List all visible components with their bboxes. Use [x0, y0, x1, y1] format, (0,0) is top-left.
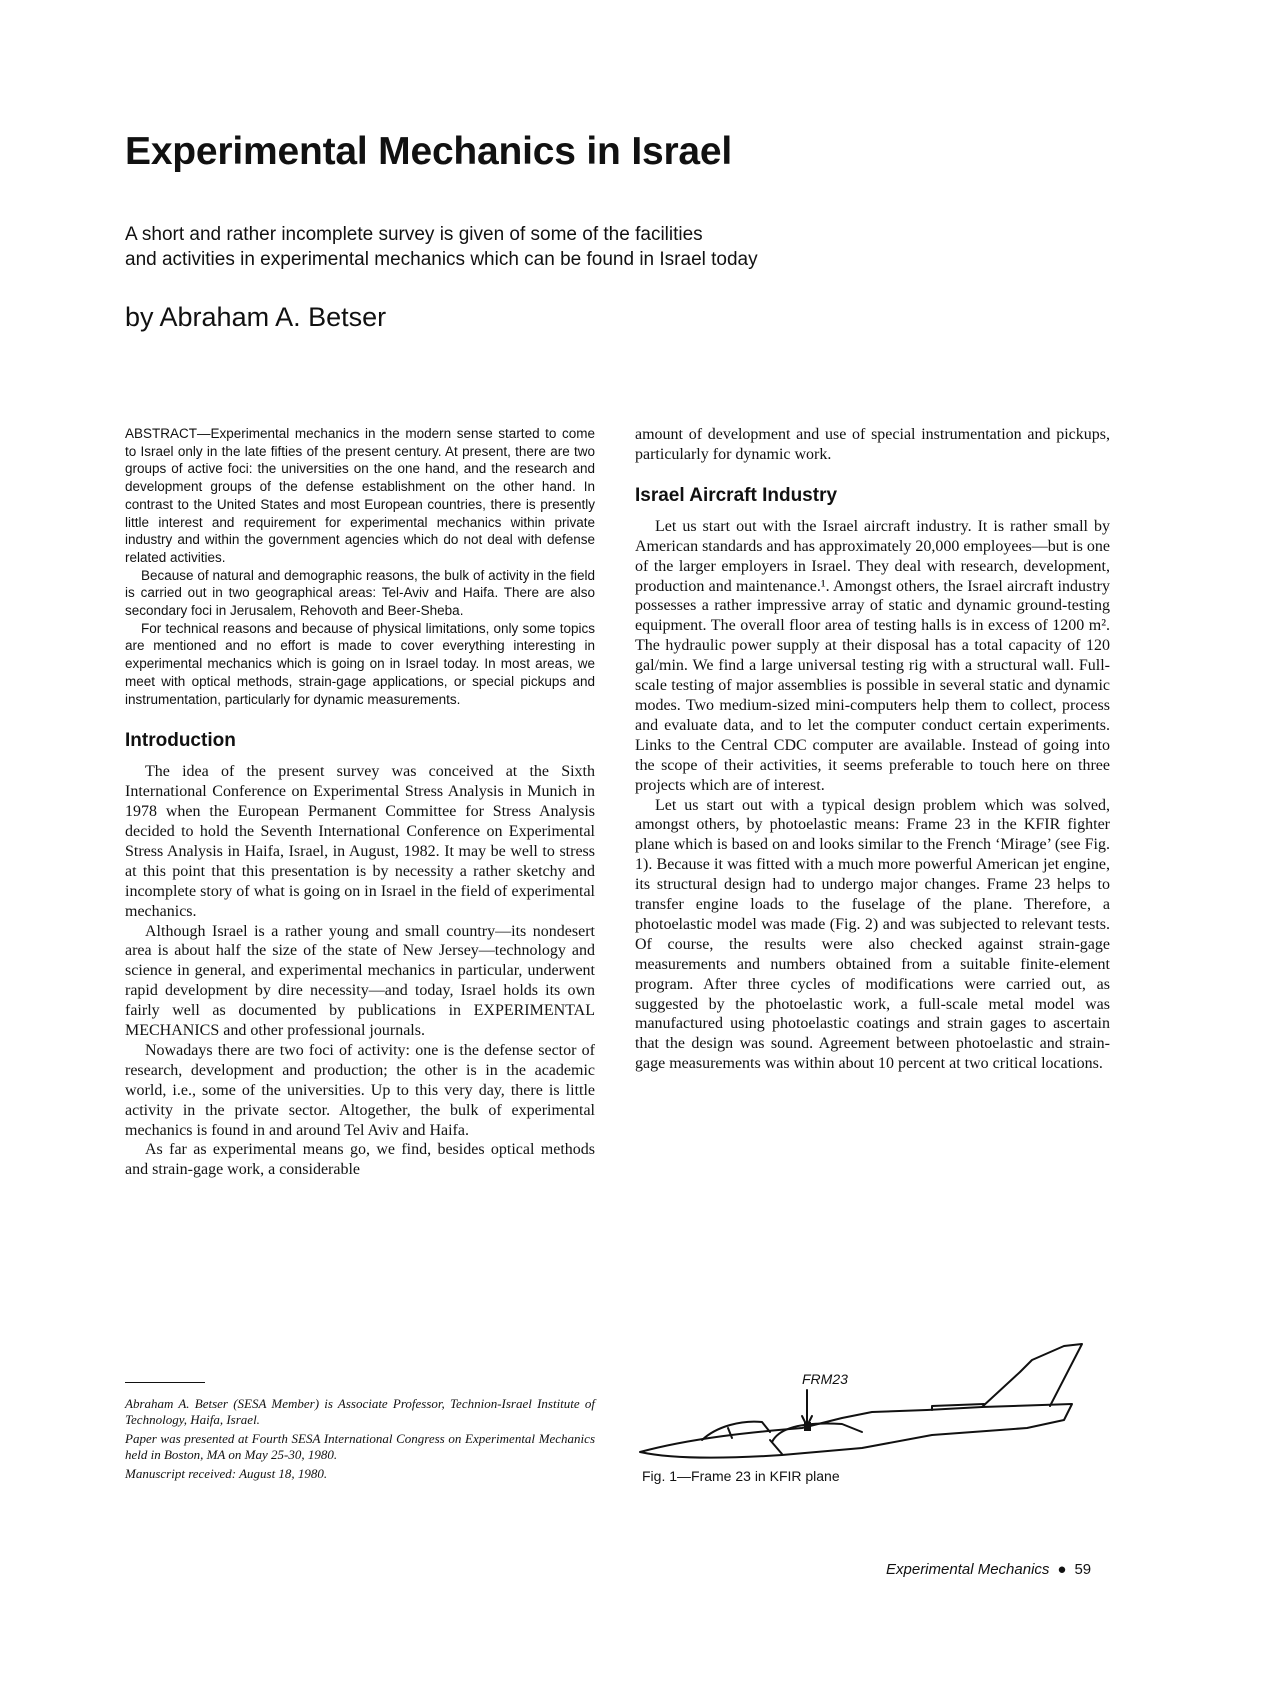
section-heading-aircraft-industry: Israel Aircraft Industry	[635, 484, 838, 506]
article-subtitle	[125, 222, 885, 272]
right-column	[635, 425, 1110, 1074]
subtitle-line: and activities in experimental mechanics which can be found in Israel today	[125, 249, 758, 270]
abstract-paragraph: ABSTRACT—Experimental mechanics in the modern sense started to come to Israel only in the late fifties of the present century. At present, there are two groups of active foci: the universities on the one hand, and the research and development groups of the defense establishment on the other hand. In contrast to the United States and most European countries, there is presently little interest and requirement for experimental mechanics within private industry and within the government agencies which do not deal with defense related activities.	[125, 426, 595, 565]
body-paragraph-continued: amount of development and use of special instrumentation and pickups, particularly for dynamic work.	[635, 426, 1110, 463]
engine-intake	[772, 1424, 862, 1442]
body-paragraph: Let us start out with a typical design problem which was solved, amongst others, by photoelastic means: Frame 23 in the KFIR fighter plane which is based on and looks similar to the French ‘Mirage’ (see Fig. 1). Because it was fitted with a much more powerful American jet engine, its structural design had to undergo major changes. Frame 23 helps to transfer engine loads to the fuselage of the plane. Therefore, a photoelastic model was made (Fig. 2) and was subjected to relevant tests. Of course, the results were also checked against strain-gage measurements and numbers obtained from a suitable finite-element program. After three cycles of modifications were carried out, as suggested by the photoelastic work, a full-scale metal model was manufactured using photoelastic coatings and strain gages to ascertain that the design was sound. Agreement between photoelastic and strain-gage measurements was within about 10 percent at two critical locations.	[635, 796, 1110, 1073]
abstract-paragraph: Because of natural and demographic reasons, the bulk of activity in the field is carried out in two geographical areas: Tel-Aviv and Haifa. There are also secondary foci in Jerusalem, Rehovoth and Beer-Sheba.	[125, 567, 595, 619]
kfir-plane-figure	[632, 1332, 1112, 1482]
body-paragraph: Although Israel is a rather young and small country—its nondesert area is about half the size of the state of New Jersey—technology and science in general, and experimental mechanics in particular, underwent rapid development by dire necessity—and today, Israel holds its own fairly well as documented by publications in EXPERIMENTAL MECHANICS and other professional journals.	[125, 922, 595, 1040]
body-paragraph: Let us start out with the Israel aircraft industry. It is rather small by American standards and has approximately 20,000 employees—but is one of the larger employers in Israel. They deal with research, development, production and maintenance.¹. Amongst others, the Israel aircraft industry possesses a rather impressive array of static and dynamic ground-testing equipment. The overall floor area of testing halls is in excess of 1200 m². The hydraulic power supply at their disposal has a total capacity of 120 gal/min. We find a large universal testing rig with a structural wall. Full-scale testing of major assemblies is possible in several static and dynamic modes. Two medium-sized mini-computers help them to collect, process and evaluate data, and to let the computer conduct certain experiments. Links to the Central CDC computer are available. Instead of going into the scope of their activities, it seems preferable to touch here on three projects which are of interest.	[635, 517, 1110, 794]
introduction-section	[125, 730, 595, 1180]
journal-name: Experimental Mechanics	[886, 1561, 1050, 1578]
abstract	[125, 425, 595, 708]
frame-label: FRM23	[802, 1371, 848, 1387]
footnote-rule	[125, 1382, 205, 1383]
fuselage-outline	[640, 1404, 1072, 1458]
abstract-paragraph: For technical reasons and because of physical limitations, only some topics are mentioned and no effort is made to cover everything interesting in experimental mechanics which is going on in Israel today. In most areas, we meet with optical methods, strain-gage applications, or special pickups and instrumentation, particularly for dynamic measurements.	[125, 620, 595, 707]
page-folio	[886, 1561, 1091, 1578]
body-paragraph: Nowadays there are two foci of activity: one is the defense sector of research, development and production; the other is in the academic world, i.e., some of the universities. Up to this very day, there is little activity in the private sector. Altogether, the bulk of experimental mechanics is found in and around Tel Aviv and Haifa.	[125, 1041, 595, 1139]
page-number: 59	[1074, 1561, 1092, 1578]
section-heading-introduction: Introduction	[125, 730, 236, 752]
tail-fin	[982, 1344, 1082, 1407]
body-paragraph: The idea of the present survey was conceived at the Sixth International Conference on Experimental Stress Analysis in Munich in 1978 when the European Permanent Committee for Stress Analysis decided to hold the Seventh International Conference on Experimental Stress Analysis in Haifa, Israel, in August, 1982. It may be well to stress at this point that this presentation is by necessity a rather sketchy and incomplete story of what is going on in Israel in the field of experimental mechanics.	[125, 763, 595, 920]
subtitle-line: A short and rather incomplete survey is given of some of the facilities	[125, 224, 703, 245]
author-byline: by Abraham A. Betser	[125, 302, 387, 332]
footnote: Manuscript received: August 18, 1980.	[125, 1466, 328, 1481]
left-column	[125, 425, 595, 1180]
frame-23-marker	[804, 1422, 811, 1431]
footnote: Abraham A. Betser (SESA Member) is Associate Professor, Technion-Israel Institute of Technology, Haifa, Israel.	[125, 1396, 595, 1427]
footnotes	[125, 1396, 595, 1485]
intake-lip	[770, 1440, 782, 1454]
article-title: Experimental Mechanics in Israel	[125, 130, 733, 173]
aircraft-section	[635, 425, 1110, 1074]
footnote: Paper was presented at Fourth SESA International Congress on Experimental Mechanics held in Boston, MA on May 25-30, 1980.	[125, 1431, 595, 1462]
folio-bullet: ●	[1057, 1561, 1067, 1578]
body-paragraph: As far as experimental means go, we find, besides optical methods and strain-gage work, a considerable	[125, 1141, 595, 1179]
figure-caption: Fig. 1—Frame 23 in KFIR plane	[642, 1468, 840, 1484]
